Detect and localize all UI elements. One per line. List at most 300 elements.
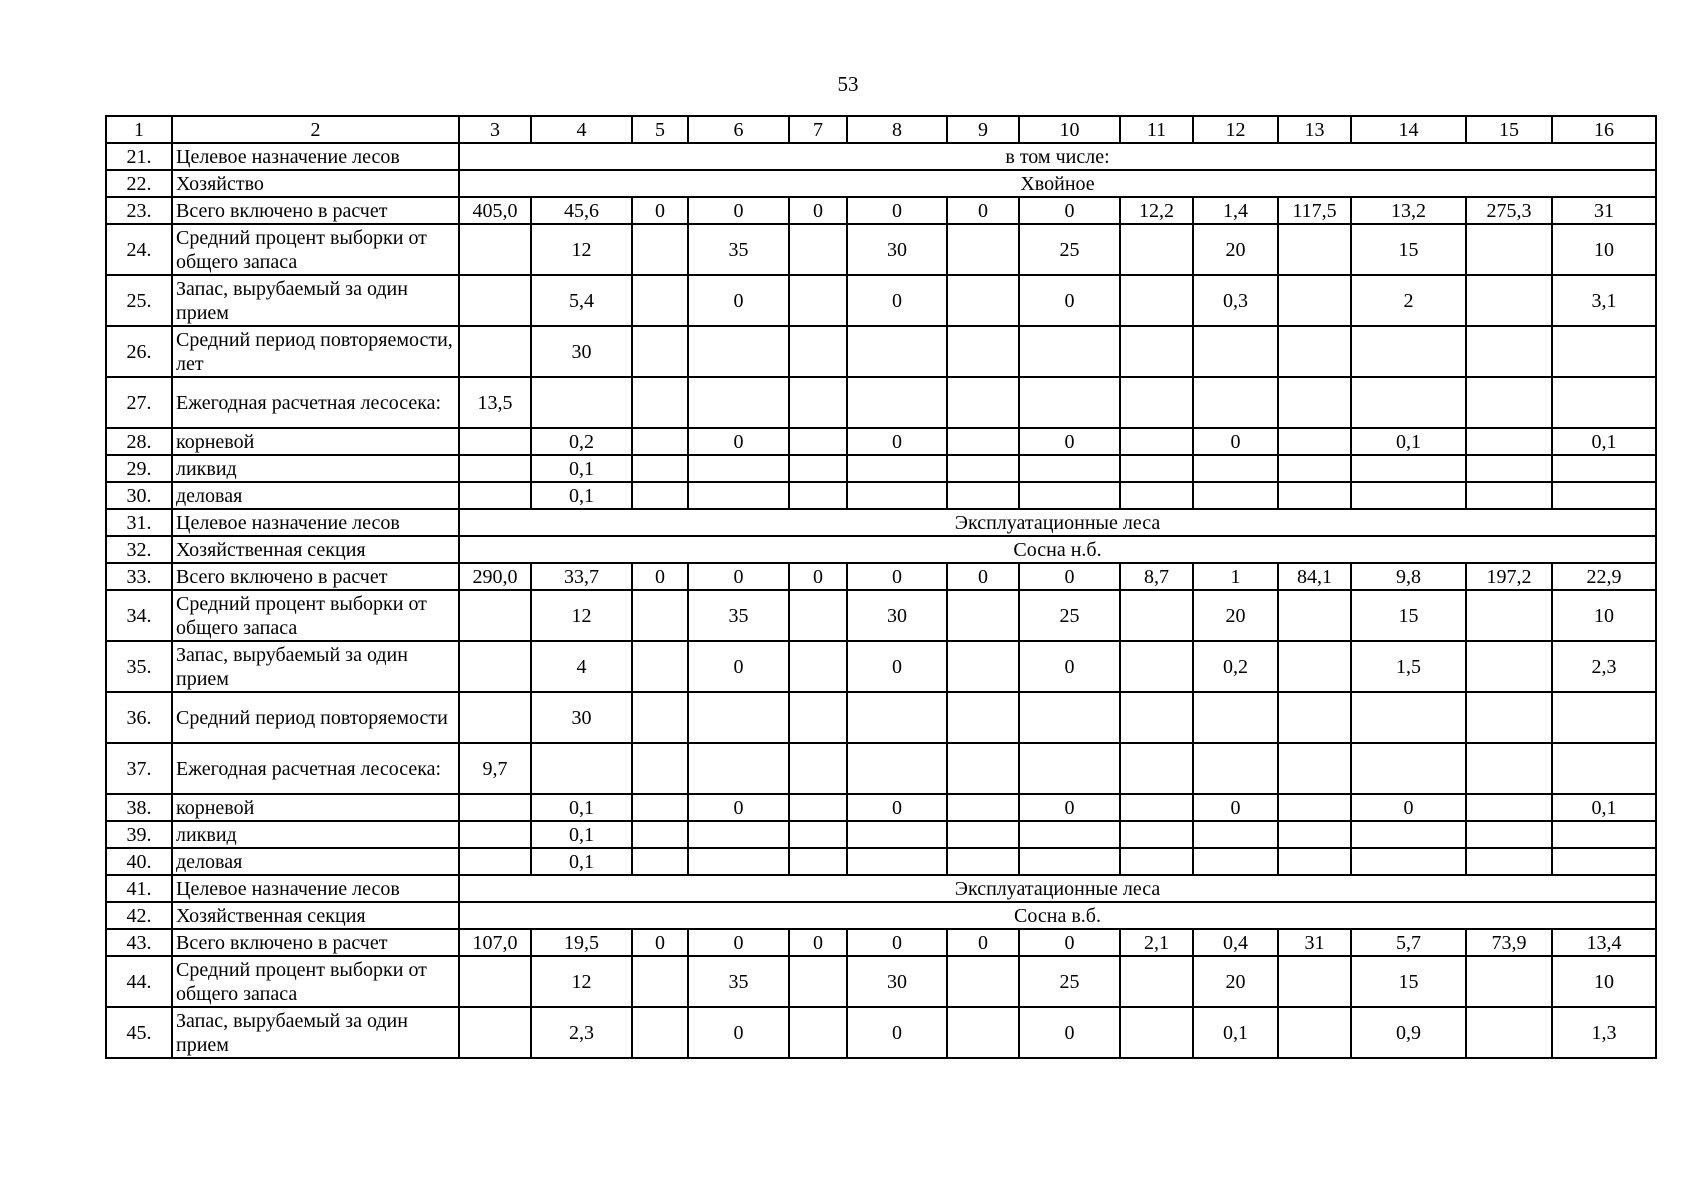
value-cell: 0 bbox=[947, 929, 1019, 956]
row-number-cell: 32. bbox=[106, 536, 172, 563]
table-row bbox=[106, 743, 1656, 794]
value-cell bbox=[1193, 848, 1278, 875]
value-cell bbox=[1120, 848, 1193, 875]
value-cell: 30 bbox=[847, 956, 947, 1007]
row-number-cell: 26. bbox=[106, 326, 172, 377]
row-label-cell: Целевое назначение лесов bbox=[172, 509, 459, 536]
header-cell: 1 bbox=[106, 116, 172, 143]
table-row bbox=[106, 326, 1656, 377]
value-cell bbox=[1019, 326, 1120, 377]
value-cell: 5,7 bbox=[1351, 929, 1466, 956]
row-number-cell: 36. bbox=[106, 692, 172, 743]
value-cell: 2,3 bbox=[1552, 641, 1656, 692]
header-cell: 9 bbox=[947, 116, 1019, 143]
value-cell bbox=[789, 224, 847, 275]
value-cell: 13,5 bbox=[459, 377, 531, 428]
value-cell: 12 bbox=[531, 224, 632, 275]
value-cell bbox=[847, 848, 947, 875]
value-cell bbox=[1351, 482, 1466, 509]
value-cell bbox=[947, 377, 1019, 428]
value-cell bbox=[1466, 377, 1552, 428]
value-cell: 0,4 bbox=[1193, 929, 1278, 956]
value-cell bbox=[789, 821, 847, 848]
value-cell: 0,1 bbox=[1193, 1007, 1278, 1058]
header-cell: 10 bbox=[1019, 116, 1120, 143]
value-cell: 9,7 bbox=[459, 743, 531, 794]
value-cell bbox=[1278, 821, 1351, 848]
value-cell bbox=[947, 590, 1019, 641]
value-cell bbox=[1278, 1007, 1351, 1058]
section-heading-cell: Хвойное bbox=[459, 170, 1656, 197]
value-cell bbox=[947, 821, 1019, 848]
row-number-cell: 44. bbox=[106, 956, 172, 1007]
value-cell bbox=[1351, 743, 1466, 794]
value-cell bbox=[1120, 692, 1193, 743]
value-cell bbox=[632, 326, 688, 377]
row-label-cell: Средний процент выборки от общего запаса bbox=[172, 590, 459, 641]
value-cell bbox=[947, 482, 1019, 509]
header-cell: 3 bbox=[459, 116, 531, 143]
table-row bbox=[106, 482, 1656, 509]
value-cell: 0 bbox=[688, 428, 789, 455]
value-cell: 0,3 bbox=[1193, 275, 1278, 326]
value-cell: 275,3 bbox=[1466, 197, 1552, 224]
value-cell: 33,7 bbox=[531, 563, 632, 590]
value-cell bbox=[1351, 821, 1466, 848]
value-cell bbox=[847, 743, 947, 794]
value-cell bbox=[459, 224, 531, 275]
row-label-cell: Хозяйственная секция bbox=[172, 902, 459, 929]
value-cell bbox=[947, 692, 1019, 743]
value-cell bbox=[632, 482, 688, 509]
value-cell bbox=[789, 794, 847, 821]
row-number-cell: 39. bbox=[106, 821, 172, 848]
value-cell: 0 bbox=[847, 197, 947, 224]
value-cell: 8,7 bbox=[1120, 563, 1193, 590]
table-row bbox=[106, 563, 1656, 590]
value-cell bbox=[688, 743, 789, 794]
section-heading-cell: Сосна в.б. bbox=[459, 902, 1656, 929]
value-cell bbox=[847, 455, 947, 482]
value-cell: 0 bbox=[1019, 197, 1120, 224]
value-cell: 4 bbox=[531, 641, 632, 692]
header-cell: 12 bbox=[1193, 116, 1278, 143]
value-cell: 0 bbox=[847, 563, 947, 590]
value-cell bbox=[1466, 956, 1552, 1007]
value-cell bbox=[632, 821, 688, 848]
value-cell bbox=[1278, 743, 1351, 794]
value-cell bbox=[1552, 326, 1656, 377]
value-cell bbox=[847, 326, 947, 377]
value-cell: 25 bbox=[1019, 590, 1120, 641]
row-number-cell: 45. bbox=[106, 1007, 172, 1058]
value-cell bbox=[1278, 641, 1351, 692]
value-cell bbox=[1120, 641, 1193, 692]
value-cell bbox=[1120, 1007, 1193, 1058]
value-cell bbox=[459, 455, 531, 482]
value-cell bbox=[1120, 482, 1193, 509]
table-body bbox=[106, 116, 1656, 1058]
value-cell bbox=[531, 377, 632, 428]
value-cell: 2 bbox=[1351, 275, 1466, 326]
value-cell: 0 bbox=[789, 197, 847, 224]
value-cell bbox=[947, 224, 1019, 275]
row-label-cell: деловая bbox=[172, 848, 459, 875]
value-cell bbox=[1552, 377, 1656, 428]
value-cell bbox=[1552, 482, 1656, 509]
value-cell bbox=[1351, 377, 1466, 428]
value-cell bbox=[1351, 848, 1466, 875]
table-row bbox=[106, 377, 1656, 428]
value-cell bbox=[1019, 848, 1120, 875]
value-cell bbox=[947, 275, 1019, 326]
value-cell: 35 bbox=[688, 224, 789, 275]
value-cell: 12 bbox=[531, 956, 632, 1007]
value-cell bbox=[1278, 956, 1351, 1007]
section-heading-cell: в том числе: bbox=[459, 143, 1656, 170]
value-cell: 0 bbox=[632, 197, 688, 224]
value-cell bbox=[1466, 821, 1552, 848]
value-cell: 31 bbox=[1552, 197, 1656, 224]
header-cell: 15 bbox=[1466, 116, 1552, 143]
value-cell: 1,5 bbox=[1351, 641, 1466, 692]
value-cell: 13,4 bbox=[1552, 929, 1656, 956]
value-cell: 19,5 bbox=[531, 929, 632, 956]
value-cell bbox=[947, 641, 1019, 692]
row-label-cell: корневой bbox=[172, 794, 459, 821]
value-cell: 117,5 bbox=[1278, 197, 1351, 224]
value-cell bbox=[1019, 455, 1120, 482]
value-cell bbox=[688, 326, 789, 377]
value-cell bbox=[459, 794, 531, 821]
value-cell: 0,1 bbox=[531, 482, 632, 509]
value-cell bbox=[1278, 326, 1351, 377]
value-cell bbox=[1120, 326, 1193, 377]
row-label-cell: ликвид bbox=[172, 821, 459, 848]
value-cell bbox=[459, 821, 531, 848]
row-label-cell: Запас, вырубаемый за один прием bbox=[172, 641, 459, 692]
value-cell bbox=[1466, 428, 1552, 455]
table-row bbox=[106, 509, 1656, 536]
row-label-cell: Средний процент выборки от общего запаса bbox=[172, 956, 459, 1007]
value-cell bbox=[1466, 590, 1552, 641]
value-cell bbox=[1019, 377, 1120, 428]
value-cell bbox=[847, 692, 947, 743]
value-cell bbox=[459, 275, 531, 326]
value-cell bbox=[632, 1007, 688, 1058]
value-cell bbox=[1120, 743, 1193, 794]
value-cell: 15 bbox=[1351, 590, 1466, 641]
value-cell bbox=[688, 455, 789, 482]
value-cell: 0,2 bbox=[531, 428, 632, 455]
value-cell bbox=[947, 428, 1019, 455]
row-number-cell: 43. bbox=[106, 929, 172, 956]
value-cell bbox=[947, 794, 1019, 821]
value-cell: 1 bbox=[1193, 563, 1278, 590]
value-cell bbox=[1019, 743, 1120, 794]
value-cell bbox=[688, 692, 789, 743]
row-label-cell: Ежегодная расчетная лесосека: bbox=[172, 743, 459, 794]
table-row bbox=[106, 1007, 1656, 1058]
row-label-cell: Целевое назначение лесов bbox=[172, 143, 459, 170]
table-row bbox=[106, 821, 1656, 848]
value-cell bbox=[459, 848, 531, 875]
row-label-cell: ликвид bbox=[172, 455, 459, 482]
row-number-cell: 29. bbox=[106, 455, 172, 482]
value-cell bbox=[1351, 326, 1466, 377]
value-cell: 0 bbox=[1019, 563, 1120, 590]
row-number-cell: 30. bbox=[106, 482, 172, 509]
value-cell: 1,4 bbox=[1193, 197, 1278, 224]
value-cell bbox=[947, 1007, 1019, 1058]
table-row bbox=[106, 956, 1656, 1007]
value-cell: 0 bbox=[1019, 275, 1120, 326]
table-row bbox=[106, 590, 1656, 641]
header-cell: 6 bbox=[688, 116, 789, 143]
value-cell bbox=[632, 794, 688, 821]
value-cell: 0 bbox=[1019, 641, 1120, 692]
header-cell: 11 bbox=[1120, 116, 1193, 143]
value-cell bbox=[1278, 224, 1351, 275]
value-cell: 20 bbox=[1193, 590, 1278, 641]
value-cell: 10 bbox=[1552, 590, 1656, 641]
page-number: 53 bbox=[837, 72, 859, 96]
value-cell bbox=[632, 848, 688, 875]
value-cell: 0 bbox=[847, 641, 947, 692]
value-cell bbox=[459, 482, 531, 509]
row-number-cell: 41. bbox=[106, 875, 172, 902]
value-cell bbox=[789, 590, 847, 641]
value-cell: 0 bbox=[947, 563, 1019, 590]
value-cell bbox=[1278, 377, 1351, 428]
table-row bbox=[106, 902, 1656, 929]
row-label-cell: Хозяйственная секция bbox=[172, 536, 459, 563]
header-cell: 5 bbox=[632, 116, 688, 143]
value-cell bbox=[789, 743, 847, 794]
value-cell bbox=[632, 428, 688, 455]
value-cell bbox=[1120, 794, 1193, 821]
value-cell: 10 bbox=[1552, 956, 1656, 1007]
section-heading-cell: Эксплуатационные леса bbox=[459, 509, 1656, 536]
value-cell: 30 bbox=[847, 224, 947, 275]
value-cell: 30 bbox=[847, 590, 947, 641]
value-cell: 0,9 bbox=[1351, 1007, 1466, 1058]
value-cell bbox=[1193, 326, 1278, 377]
value-cell bbox=[632, 224, 688, 275]
value-cell: 0 bbox=[1019, 428, 1120, 455]
value-cell: 0 bbox=[688, 794, 789, 821]
table-row bbox=[106, 428, 1656, 455]
value-cell: 107,0 bbox=[459, 929, 531, 956]
value-cell bbox=[688, 377, 789, 428]
value-cell bbox=[632, 956, 688, 1007]
value-cell bbox=[459, 326, 531, 377]
value-cell: 0 bbox=[1351, 794, 1466, 821]
value-cell: 0,2 bbox=[1193, 641, 1278, 692]
value-cell bbox=[947, 848, 1019, 875]
table-row bbox=[106, 536, 1656, 563]
value-cell bbox=[789, 956, 847, 1007]
value-cell bbox=[1193, 482, 1278, 509]
value-cell: 12,2 bbox=[1120, 197, 1193, 224]
row-number-cell: 38. bbox=[106, 794, 172, 821]
value-cell bbox=[1466, 848, 1552, 875]
value-cell bbox=[1120, 821, 1193, 848]
value-cell bbox=[1466, 326, 1552, 377]
value-cell bbox=[1552, 743, 1656, 794]
row-label-cell: Целевое назначение лесов bbox=[172, 875, 459, 902]
row-number-cell: 25. bbox=[106, 275, 172, 326]
table-row bbox=[106, 455, 1656, 482]
value-cell bbox=[789, 692, 847, 743]
value-cell: 9,8 bbox=[1351, 563, 1466, 590]
value-cell bbox=[1552, 455, 1656, 482]
row-number-cell: 28. bbox=[106, 428, 172, 455]
value-cell bbox=[632, 377, 688, 428]
value-cell: 35 bbox=[688, 590, 789, 641]
value-cell bbox=[688, 821, 789, 848]
value-cell bbox=[789, 377, 847, 428]
value-cell: 0 bbox=[688, 929, 789, 956]
value-cell bbox=[688, 482, 789, 509]
row-label-cell: Средний период повторяемости bbox=[172, 692, 459, 743]
value-cell: 84,1 bbox=[1278, 563, 1351, 590]
value-cell bbox=[1120, 956, 1193, 1007]
value-cell bbox=[947, 326, 1019, 377]
value-cell: 0,1 bbox=[531, 848, 632, 875]
row-number-cell: 33. bbox=[106, 563, 172, 590]
row-number-cell: 42. bbox=[106, 902, 172, 929]
value-cell bbox=[789, 275, 847, 326]
table-row bbox=[106, 848, 1656, 875]
value-cell: 20 bbox=[1193, 224, 1278, 275]
row-label-cell: деловая bbox=[172, 482, 459, 509]
value-cell: 0 bbox=[789, 563, 847, 590]
value-cell: 0 bbox=[688, 1007, 789, 1058]
value-cell bbox=[459, 590, 531, 641]
value-cell bbox=[1466, 794, 1552, 821]
table-row bbox=[106, 143, 1656, 170]
table-row bbox=[106, 224, 1656, 275]
value-cell bbox=[459, 1007, 531, 1058]
table-row bbox=[106, 692, 1656, 743]
value-cell bbox=[1278, 482, 1351, 509]
value-cell: 0 bbox=[1019, 794, 1120, 821]
value-cell: 0 bbox=[847, 794, 947, 821]
row-label-cell: Хозяйство bbox=[172, 170, 459, 197]
value-cell bbox=[632, 743, 688, 794]
row-label-cell: корневой bbox=[172, 428, 459, 455]
value-cell bbox=[789, 1007, 847, 1058]
row-label-cell: Всего включено в расчет bbox=[172, 929, 459, 956]
value-cell bbox=[789, 848, 847, 875]
value-cell: 0,1 bbox=[1552, 794, 1656, 821]
value-cell bbox=[632, 275, 688, 326]
value-cell: 45,6 bbox=[531, 197, 632, 224]
value-cell bbox=[1120, 224, 1193, 275]
row-number-cell: 35. bbox=[106, 641, 172, 692]
header-cell: 14 bbox=[1351, 116, 1466, 143]
table-row bbox=[106, 197, 1656, 224]
value-cell bbox=[1552, 692, 1656, 743]
value-cell bbox=[459, 641, 531, 692]
row-number-cell: 27. bbox=[106, 377, 172, 428]
value-cell: 0 bbox=[847, 929, 947, 956]
value-cell bbox=[1278, 692, 1351, 743]
table-row bbox=[106, 641, 1656, 692]
row-number-cell: 31. bbox=[106, 509, 172, 536]
value-cell bbox=[1120, 455, 1193, 482]
value-cell bbox=[1278, 794, 1351, 821]
value-cell bbox=[1193, 743, 1278, 794]
value-cell: 0,1 bbox=[1552, 428, 1656, 455]
value-cell bbox=[789, 482, 847, 509]
value-cell: 0,1 bbox=[531, 821, 632, 848]
value-cell: 0 bbox=[1193, 428, 1278, 455]
value-cell bbox=[459, 956, 531, 1007]
value-cell: 30 bbox=[531, 692, 632, 743]
value-cell bbox=[1466, 455, 1552, 482]
row-number-cell: 22. bbox=[106, 170, 172, 197]
row-number-cell: 37. bbox=[106, 743, 172, 794]
value-cell: 30 bbox=[531, 326, 632, 377]
value-cell bbox=[947, 455, 1019, 482]
value-cell: 3,1 bbox=[1552, 275, 1656, 326]
row-label-cell: Ежегодная расчетная лесосека: bbox=[172, 377, 459, 428]
value-cell bbox=[1193, 821, 1278, 848]
value-cell: 15 bbox=[1351, 956, 1466, 1007]
row-label-cell: Средний период повторяемости, лет bbox=[172, 326, 459, 377]
value-cell: 25 bbox=[1019, 956, 1120, 1007]
value-cell bbox=[847, 377, 947, 428]
value-cell bbox=[632, 455, 688, 482]
table-row bbox=[106, 794, 1656, 821]
value-cell: 0 bbox=[847, 428, 947, 455]
value-cell: 197,2 bbox=[1466, 563, 1552, 590]
header-cell: 16 bbox=[1552, 116, 1656, 143]
section-heading-cell: Сосна н.б. bbox=[459, 536, 1656, 563]
value-cell bbox=[1120, 590, 1193, 641]
value-cell bbox=[947, 956, 1019, 1007]
row-label-cell: Всего включено в расчет bbox=[172, 563, 459, 590]
value-cell bbox=[1351, 692, 1466, 743]
value-cell bbox=[632, 692, 688, 743]
value-cell: 0,1 bbox=[1351, 428, 1466, 455]
value-cell bbox=[847, 482, 947, 509]
value-cell bbox=[1466, 224, 1552, 275]
row-number-cell: 24. bbox=[106, 224, 172, 275]
value-cell bbox=[1466, 692, 1552, 743]
value-cell bbox=[1351, 455, 1466, 482]
value-cell: 0 bbox=[688, 275, 789, 326]
value-cell: 0 bbox=[947, 197, 1019, 224]
value-cell bbox=[789, 455, 847, 482]
table-row bbox=[106, 875, 1656, 902]
value-cell bbox=[1278, 428, 1351, 455]
value-cell bbox=[459, 692, 531, 743]
value-cell: 0 bbox=[1019, 929, 1120, 956]
value-cell: 13,2 bbox=[1351, 197, 1466, 224]
value-cell: 5,4 bbox=[531, 275, 632, 326]
value-cell bbox=[1466, 482, 1552, 509]
header-row bbox=[106, 116, 1656, 143]
value-cell bbox=[632, 641, 688, 692]
table-row bbox=[106, 929, 1656, 956]
value-cell: 290,0 bbox=[459, 563, 531, 590]
value-cell: 0 bbox=[632, 929, 688, 956]
value-cell: 0 bbox=[632, 563, 688, 590]
forest-calculation-table bbox=[105, 115, 1657, 1059]
